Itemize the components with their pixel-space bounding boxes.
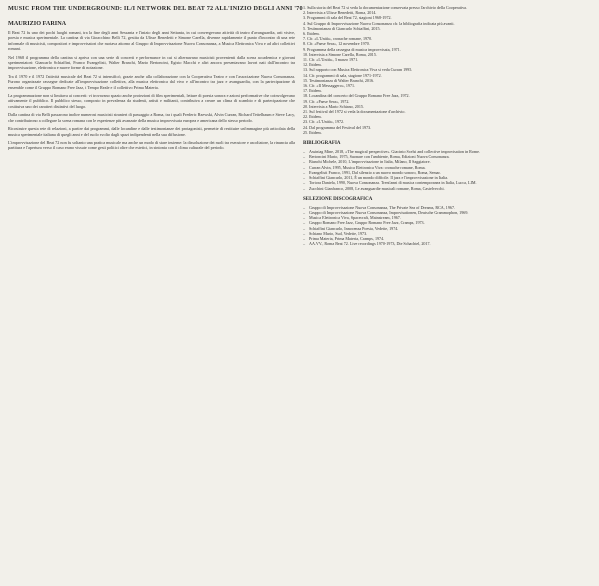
body-paragraph: Tra il 1970 e il 1972 l'attività musicale del Beat 72 si intensificò, grazie anche alla collaborazione con la Cooperativa Teatro e con l'associazione Nuova Consonanza. Furono organizzate rassegne dedicate all'improvvisazione collettiva, alla musica elettronica dal vivo e all'incontro tra jazz e avanguardia, con la partecipazione di ensemble come il Gruppo Romano Free Jazz, i Tempo Reale e il collettivo Prima Materia.	[8, 73, 295, 90]
note-text: 23. Cfr. «L'Unità», 1972.	[303, 119, 345, 125]
body-paragraph: Il Beat 72 fu uno dei pochi luoghi romani, tra la fine degli anni Sessanta e l'inizio degli anni Settanta, in cui convergevano attività di teatro d'avanguardia, arti visive, poesia e musica sperimentale. La cantina di via Gioacchino Belli 72, gestita da Ulisse Benedetti e Simone Carella, divenne rapidamente il punto d'incontro di una rete informale di musicisti, compositori e improvvisatori che ruotava attorno al Gruppo di Improvvisazione Nuova Consonanza, a Musica Elettronica Viva e ad altri collettivi romani.	[8, 30, 295, 52]
bibliography-item: – Evangelisti Franco, 1991, Dal silenzio a un nuovo mondo sonoro, Roma, Semar.	[303, 170, 592, 175]
discography-item: – Prima Materia, Prima Materia, Cramps, 1974.	[303, 236, 592, 241]
discography-item: – Schiaffini Giancarlo, Innocenza Poesia, Vedette, 1974.	[303, 226, 592, 231]
discography-list	[303, 205, 592, 247]
author-name: MAURIZIO FARINA	[8, 20, 67, 27]
bibliography-heading: BIBLIOGRAFIA	[303, 141, 341, 147]
note-text: 2. Intervista a Ulisse Benedetti, Roma, 2014.	[303, 10, 377, 16]
note-text: 25. Ibidem.	[303, 129, 322, 135]
note-text: 9. Programma della rassegna di musica improvvisata, 1971.	[303, 46, 401, 52]
note-text: 5. Testimonianza di Giancarlo Schiaffini, 2015.	[303, 25, 381, 31]
bibliography-item: – Bertoncini Mario, 1975, Suonare con l'ambiente, Roma, Edizioni Nuova Consonanza.	[303, 154, 592, 159]
bibliography-item: – Schiaffini Giancarlo, 2011, È un mondo difficile. Il jazz e l'improvvisazione in Italia.	[303, 175, 592, 180]
note-item	[303, 130, 592, 135]
discography-item: – Musica Elettronica Viva, Spacecraft, Mainstream, 1967.	[303, 215, 592, 220]
note-text: 10. Intervista a Simone Carella, Roma, 2015.	[303, 51, 377, 57]
note-text: 21. Sul festival del 1972 si veda la documentazione d'archivio.	[303, 109, 406, 115]
note-text: 18. Locandina del concerto del Gruppo Romano Free Jazz, 1972.	[303, 93, 410, 99]
note-text: 7. Cfr. «L'Unità», cronache romane, 1970.	[303, 36, 373, 42]
discography-heading: SELEZIONE DISCOGRAFICA	[303, 196, 373, 202]
right-column	[303, 5, 592, 250]
left-column	[8, 5, 303, 154]
bibliography-item: – Zucchini Gianfranco, 2008, Le avanguardie musicali romane, Roma, Castelvecchi.	[303, 186, 592, 191]
note-text: 24. Dal programma del Festival del 1973.	[303, 124, 372, 130]
note-text: 11. Cfr. «L'Unità», 3 marzo 1971.	[303, 57, 359, 63]
body-paragraph: Nel 1968 il programma della cantina si apriva con una serie di concerti e performance in cui si alternavano musicisti provenienti dalla scena accademica e giovani sperimentatori: Giancarlo Schiaffini, Franco Evangelisti, Walter Branchi, Mario Bertoncini, Egisto Macchi e altri ancora presentavano lavori nati dall'incontro tra improvvisazione, elettronica e nuove forme di notazione.	[8, 54, 295, 71]
note-text: 14. Cfr. programmi di sala, stagione 1971-1972.	[303, 72, 382, 78]
notes-list	[303, 5, 592, 135]
note-text: 8. Cfr. «Paese Sera», 12 novembre 1970.	[303, 41, 370, 47]
bibliography-item: – Curran Alvin, 1995, Musica Elettronica Viva: cronache romane, Roma.	[303, 165, 592, 170]
note-text: 15. Testimonianza di Walter Branchi, 2016.	[303, 77, 375, 83]
note-text: 4. Sul Gruppo di Improvvisazione Nuova Consonanza cfr. la bibliografia indicata più avanti.	[303, 20, 455, 26]
document-title: MUSIC FROM THE UNDERGROUND: IL/I NETWORK DEL BEAT 72 ALL'INIZIO DEGLI ANNI '70	[8, 5, 303, 12]
discography-item: – AA.VV., Roma Beat 72. Live recordings 1970-1973, Die Schachtel, 2017.	[303, 241, 592, 246]
note-text: 1. Sulla storia del Beat 72 si veda la documentazione conservata presso l'archivio della Cooperativa.	[303, 5, 467, 10]
bibliography-item: – Tortora Daniela, 1990, Nuova Consonanza. Trent'anni di musica contemporanea in Italia, Lucca, LIM.	[303, 180, 592, 185]
note-text: 22. Ibidem.	[303, 114, 322, 120]
bibliography-item: – Assiniag Mine, 2018, «The magical perspective». Giacinto Scelsi and collective improvisation in Rome.	[303, 149, 592, 154]
discography-item: – Gruppo di Improvvisazione Nuova Consonanza, Improvisationen, Deutsche Grammophon, 1969.	[303, 210, 592, 215]
discography-item: – Gruppo Romano Free Jazz, Gruppo Romano Free Jazz, Cramps, 1973.	[303, 220, 592, 225]
note-text: 12. Ibidem.	[303, 62, 322, 68]
note-text: 16. Cfr. «Il Messaggero», 1971.	[303, 83, 356, 89]
discography-item: – Schiano Mario, Sud, Vedette, 1973.	[303, 231, 592, 236]
note-text: 6. Ibidem.	[303, 31, 320, 37]
bibliography-list	[303, 149, 592, 191]
body-paragraph: Dalla cantina di via Belli passarono inoltre numerosi musicisti stranieri di passaggio a Roma, tra i quali Frederic Rzewski, Alvin Curran, Richard Teitelbaum e Steve Lacy, che contribuirono a collegare la scena romana con le esperienze più avanzate della musica improvvisata europea e americana dello stesso periodo.	[8, 112, 295, 123]
note-text: 19. Cfr. «Paese Sera», 1972.	[303, 98, 350, 104]
note-text: 13. Sul rapporto con Musica Elettronica Viva si veda Curran 1995.	[303, 67, 413, 73]
note-text: 3. Programmi di sala del Beat 72, stagioni 1968-1972.	[303, 15, 392, 21]
note-text: 17. Ibidem.	[303, 88, 322, 94]
body-paragraph: Ricostruire questa rete di relazioni, a partire dai programmi, dalle locandine e dalle testimonianze dei protagonisti, permette di restituire un'immagine più articolata della musica sperimentale italiana di quegli anni e del ruolo svolto dagli spazi indipendenti nella sua diffusione.	[8, 126, 295, 137]
discography-item: – Gruppo di Improvvisazione Nuova Consonanza, The Private Sea of Dreams, RCA, 1967.	[303, 205, 592, 210]
bibliography-item: – Bianchi Michele, 2010, L'improvvisazione in Italia, Milano, Il Saggiatore.	[303, 159, 592, 164]
note-text: 20. Intervista a Mario Schiano, 2015.	[303, 103, 364, 109]
body-paragraph: L'improvvisazione del Beat 72 non fu soltanto una pratica musicale ma anche un modo di stare insieme: la dissoluzione dei ruoli tra esecutore e ascoltatore, la rinuncia alla partitura e l'apertura verso il caso erano vissute come gesti politici oltre che estetici, in sintonia con il clima culturale del periodo.	[8, 139, 295, 151]
body-paragraph: La programmazione non si limitava ai concerti: vi trovavano spazio anche proiezioni di film sperimentali, letture di poesia sonora e azioni performative che coinvolgevano attivamente il pubblico. Il pubblico stesso, composto in prevalenza da studenti, artisti e militanti, contribuiva a creare un clima di scambio e di partecipazione che costituiva uno dei caratteri distintivi del luogo.	[8, 93, 295, 109]
